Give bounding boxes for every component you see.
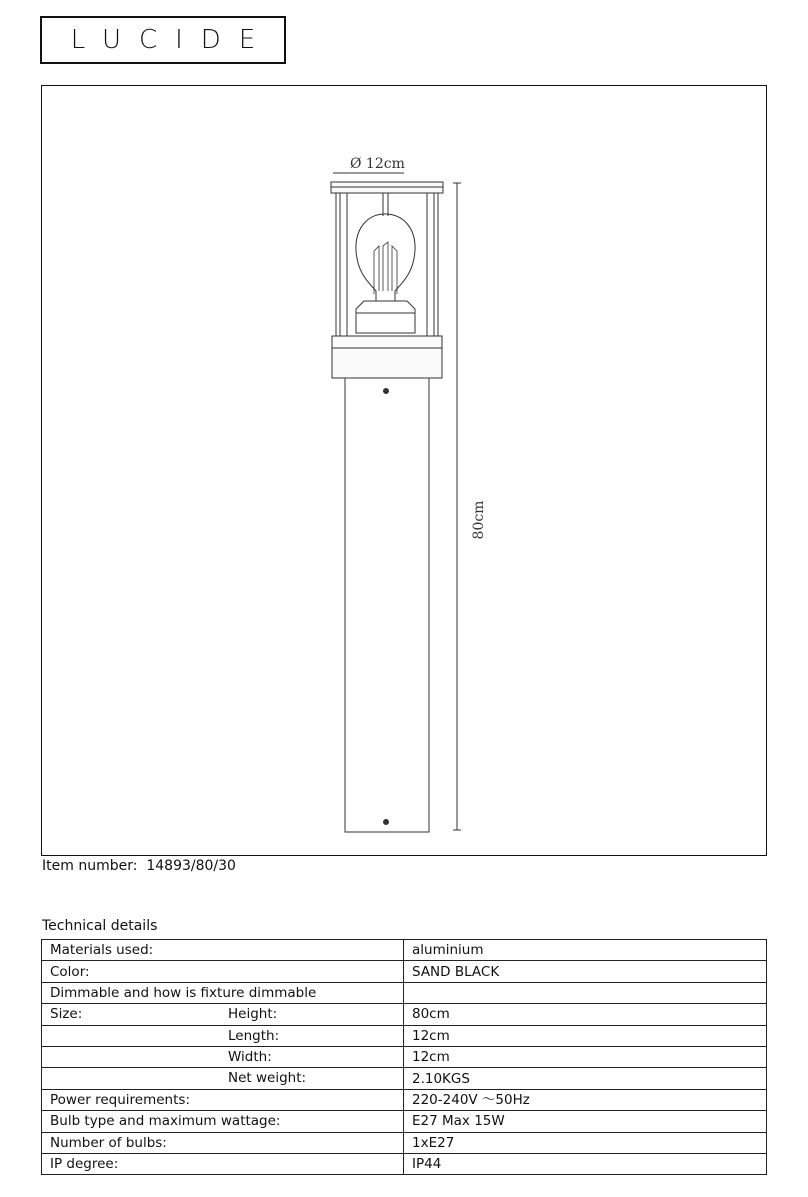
brand-logo [40,16,286,64]
table-row [42,1089,767,1110]
spec-value: E27 Max 15W [404,1111,767,1132]
spec-label-cell [42,1046,404,1067]
spec-sublabel: Length: [228,1027,280,1044]
spec-label: Bulb type and maximum wattage: [50,1113,281,1130]
spec-label-cell [42,982,404,1003]
technical-drawing-frame [41,85,767,856]
spec-label-cell [42,1153,404,1174]
spec-value: 80cm [404,1004,767,1025]
table-row [42,1153,767,1174]
spec-label-cell [42,1068,404,1089]
spec-label-cell [42,1089,404,1110]
table-row [42,961,767,982]
spec-label: Materials used: [50,942,154,959]
lamp-pole [345,378,429,832]
spec-label-cell [42,1132,404,1153]
spec-label-cell [42,1111,404,1132]
pole-screw-bottom [384,820,389,825]
spec-label-cell [42,1004,404,1025]
table-row [42,1004,767,1025]
table-row [42,1068,767,1089]
spec-value: 12cm [404,1025,767,1046]
spec-value: 1xE27 [404,1132,767,1153]
bulb-outline [356,214,415,301]
spec-value: aluminium [404,940,767,961]
spec-sublabel: Net weight: [228,1070,307,1087]
item-number-line [42,858,236,874]
spec-label: IP degree: [50,1156,119,1173]
bulb-filament [374,242,397,294]
pole-screw-top [384,389,389,394]
item-number-value: 14893/80/30 [146,858,236,874]
spec-label-cell [42,961,404,982]
table-row [42,982,767,1003]
diameter-label: Ø 12cm [350,156,405,172]
technical-details-title: Technical details [42,918,158,934]
spec-label: Color: [50,963,90,980]
spec-label-cell [42,1025,404,1046]
spec-label: Number of bulbs: [50,1134,167,1151]
spec-label-cell [42,940,404,961]
lamp-drawing [42,86,768,857]
table-row [42,1025,767,1046]
brand-logo-text: LUCIDE [70,25,274,55]
spec-label: Dimmable and how is fixture dimmable [50,984,317,1001]
spec-value: 220-240V ～50Hz [404,1089,767,1110]
table-row [42,1132,767,1153]
spec-value: SAND BLACK [404,961,767,982]
spec-label: Power requirements: [50,1091,190,1108]
table-row [42,1111,767,1132]
height-label: 80cm [471,500,487,540]
spec-value: 2.10KGS [404,1068,767,1089]
bulb-socket [356,301,415,333]
spec-sublabel: Height: [228,1006,278,1023]
lamp-head-base [332,336,442,378]
item-number-label: Item number: [42,858,138,874]
spec-label: Size: [50,1006,83,1023]
table-row [42,940,767,961]
spec-value: 12cm [404,1046,767,1067]
spec-sublabel: Width: [228,1048,272,1065]
table-row [42,1046,767,1067]
spec-value [404,982,767,1003]
technical-details-table [41,939,767,1175]
spec-value: IP44 [404,1153,767,1174]
